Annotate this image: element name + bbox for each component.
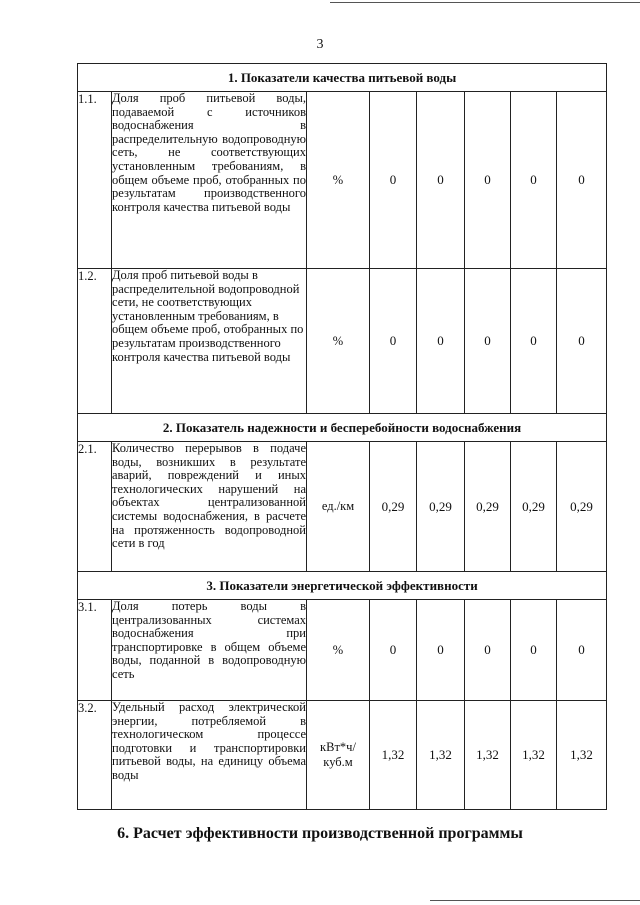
row-value: 0 (511, 269, 557, 414)
table-row (78, 600, 607, 701)
table-row (78, 442, 607, 572)
scan-edge-bottom (430, 900, 640, 901)
row-description: Доля проб питьевой воды, подаваемой с источников водоснабжения в распределительную водопроводную сеть, не соответствующих установленным требованиям, в общем объеме проб, отобранных по результатам производственного контроля качества питьевой воды (112, 92, 307, 269)
row-value: 0 (557, 92, 607, 269)
section-title: 3. Показатели энергетической эффективности (78, 572, 607, 600)
scan-edge-top (330, 2, 640, 3)
row-value: 0 (370, 269, 417, 414)
row-description: Удельный расход электрической энергии, потребляемой в технологическом процессе подготовки и транспортировки питьевой воды, на единицу объема воды (112, 701, 307, 810)
row-number: 3.2. (78, 701, 112, 810)
row-value: 1,32 (370, 701, 417, 810)
row-unit: % (307, 600, 370, 701)
section-title: 1. Показатели качества питьевой воды (78, 64, 607, 92)
row-number: 1.2. (78, 269, 112, 414)
section-1-header (78, 64, 607, 92)
row-unit: ед./км (307, 442, 370, 572)
row-description: Количество перерывов в подаче воды, возникших в результате аварий, повреждений и иных технологических нарушений на объектах централизованной системы водоснабжения, в расчете на протяженность водопроводной сети в год (112, 442, 307, 572)
row-number: 3.1. (78, 600, 112, 701)
row-value: 0,29 (557, 442, 607, 572)
table-row (78, 92, 607, 269)
row-value: 0 (557, 600, 607, 701)
row-value: 0 (465, 600, 511, 701)
row-value: 0 (465, 269, 511, 414)
row-value: 1,32 (465, 701, 511, 810)
row-value: 0,29 (370, 442, 417, 572)
section-3-header (78, 572, 607, 600)
row-value: 0 (557, 269, 607, 414)
row-unit: кВт*ч/ куб.м (307, 701, 370, 810)
row-value: 0,29 (417, 442, 465, 572)
section-2-header (78, 414, 607, 442)
table-row (78, 269, 607, 414)
section-heading: 6. Расчет эффективности производственной программы (117, 825, 523, 842)
row-value: 0 (511, 92, 557, 269)
table-row (78, 701, 607, 810)
row-description: Доля проб питьевой воды в распределительной водопроводной сети, не соответствующих установленным требованиям, в общем объеме проб, отобранных по результатам производственного контроля качества питьевой воды (112, 269, 307, 414)
section-title: 2. Показатель надежности и бесперебойности водоснабжения (78, 414, 607, 442)
row-value: 0 (370, 92, 417, 269)
row-number: 2.1. (78, 442, 112, 572)
indicators-table (77, 63, 607, 810)
row-value: 0,29 (511, 442, 557, 572)
row-value: 0 (511, 600, 557, 701)
row-unit: % (307, 92, 370, 269)
row-value: 0 (417, 92, 465, 269)
row-value: 0 (417, 600, 465, 701)
row-value: 0 (465, 92, 511, 269)
row-unit: % (307, 269, 370, 414)
page-number: 3 (316, 37, 324, 52)
row-value: 1,32 (511, 701, 557, 810)
row-value: 1,32 (557, 701, 607, 810)
row-value: 1,32 (417, 701, 465, 810)
row-value: 0 (417, 269, 465, 414)
row-description: Доля потерь воды в централизованных системах водоснабжения при транспортировке в общем объеме воды, поданной в водопроводную сеть (112, 600, 307, 701)
row-number: 1.1. (78, 92, 112, 269)
row-value: 0 (370, 600, 417, 701)
row-value: 0,29 (465, 442, 511, 572)
